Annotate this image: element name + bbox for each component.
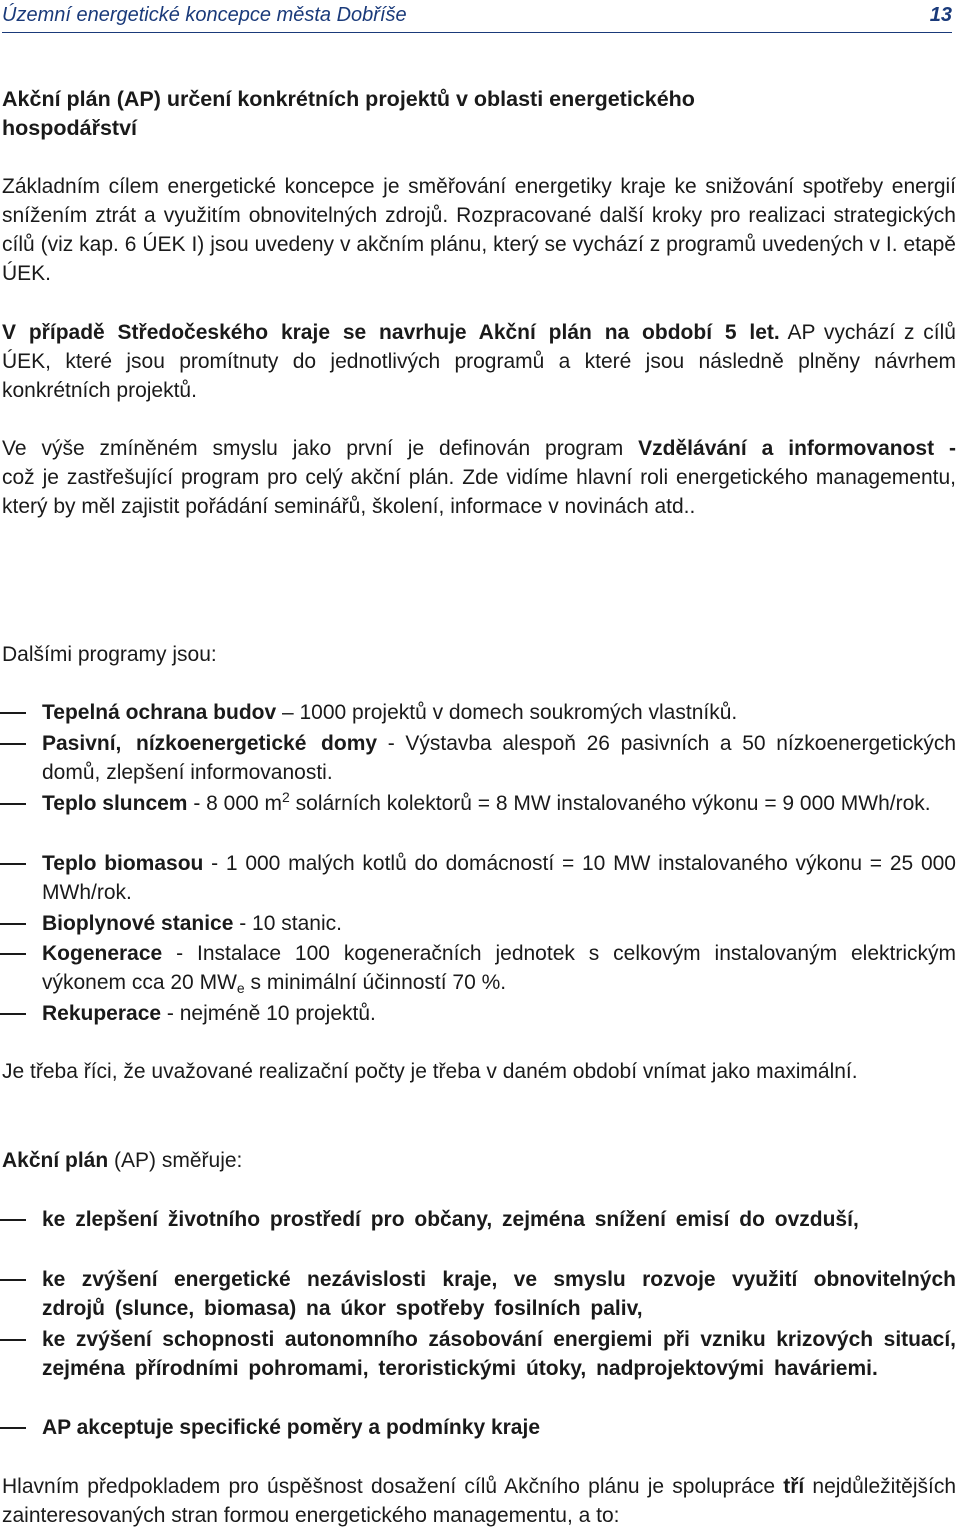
dash-bullet-icon — [0, 803, 26, 805]
program-desc: - nejméně 10 projektů. — [161, 1002, 376, 1025]
program-desc: - Instalace 100 kogeneračních jednotek s celkovým instalovaným elektrickým výkonem cca 20 MW — [42, 942, 956, 994]
maximal-note: Je třeba říci, že uvažované realizační počty je třeba v daném období vnímat jako maximální. — [2, 1060, 858, 1083]
program-name: Pasivní, nízkoenergetické domy — [42, 732, 378, 755]
dash-bullet-icon — [0, 1219, 26, 1221]
ap-aims-rest: (AP) směřuje: — [108, 1149, 243, 1172]
dash-bullet-icon — [0, 1339, 26, 1341]
program-desc: - 10 stanic. — [233, 912, 342, 935]
aim-text: ke zvýšení schopnosti autonomního zásobování energiemi při vzniku krizových situací, zejména přírodními pohromami, teroristickými útoky, nadprojektovými haváriemi. — [42, 1328, 956, 1380]
dash-bullet-icon — [0, 863, 26, 865]
dash-bullet-icon — [0, 1427, 26, 1429]
superscript: 2 — [282, 789, 290, 805]
dash-bullet-icon — [0, 1013, 26, 1015]
subscript: e — [236, 980, 245, 996]
program-intro-normal: Ve výše zmíněném smyslu jako první je definován program — [2, 437, 639, 460]
page-number: 13 — [929, 4, 952, 26]
ap-period-bold: V případě Středočeského kraje se navrhuje Akční plán na období 5 let. — [2, 321, 780, 344]
program-desc: - 8 000 m — [187, 792, 283, 815]
aim-text: ke zlepšení životního prostředí pro občany, zejména snížení emisí do ovzduší, — [42, 1208, 859, 1231]
closing-bold: tří — [783, 1475, 805, 1498]
ap-aims-bold: Akční plán — [2, 1149, 109, 1172]
page-header — [2, 0, 952, 33]
program-desc: – 1000 projektů v domech soukromých vlastníků. — [276, 701, 738, 724]
ap-aims-label — [2, 1146, 956, 1175]
dash-bullet-icon — [0, 1279, 26, 1281]
program-name: Tepelná ochrana budov — [42, 701, 277, 724]
program-name: Rekuperace — [42, 1002, 162, 1025]
program-name: Kogenerace — [42, 942, 163, 965]
program-intro-bold: Vzdělávání a informovanost - — [638, 437, 956, 460]
dash-bullet-icon — [0, 923, 26, 925]
ap-period-paragraph — [2, 318, 956, 405]
aim-text: ke zvýšení energetické nezávislosti kraje, ve smyslu rozvoje využití obnovitelných zdrojů (slunce, biomasa) na úkor spotřeby fosilních paliv, — [42, 1268, 956, 1320]
dash-bullet-icon — [0, 743, 26, 745]
program-desc: s minimální účinností 70 %. — [244, 971, 507, 994]
program-intro-paragraph — [2, 434, 956, 521]
closing-text: Hlavním předpokladem pro úspěšnost dosažení cílů Akčního plánu je spolupráce — [2, 1475, 784, 1498]
intro-paragraph: Základním cílem energetické koncepce je směřování energetiky kraje ke snižování spotřeby energií snížením ztrát a využitím obnovitelných zdrojů. Rozpracované další kroky pro realizaci strategických cílů (viz kap. 6 ÚEK I) jsou uvedeny v akčním plánu, který se vychází z programů uvedených v I. etapě ÚEK. — [2, 175, 956, 285]
closing-paragraph — [2, 1472, 956, 1530]
program-desc: - Výstavba alespoň 26 pasivních a 50 nízkoenergetických domů, zlepšení informovanosti. — [42, 732, 957, 784]
ap-period-rest: AP vychází z cílů ÚEK, které jsou promítnuty do jednotlivých programů a které jsou následně plněny návrhem konkrétních projektů. — [2, 321, 956, 402]
document-title: Územní energetické koncepce města Dobříše — [2, 4, 407, 26]
dash-bullet-icon — [0, 712, 26, 714]
program-name: Teplo sluncem — [42, 792, 188, 815]
program-desc: solárních kolektorů = 8 MW instalovaného výkonu = 9 000 MWh/rok. — [289, 792, 931, 815]
program-intro-line2: což je zastřešující program pro celý akční plán. Zde vidíme hlavní roli energetického managementu, který by měl zajistit pořádání seminářů, školení, informace v novinách atd.. — [2, 466, 956, 518]
program-desc: - 1 000 malých kotlů do domácností = 10 MW instalovaného výkonu = 25 000 MWh/rok. — [42, 852, 956, 904]
section-heading: Akční plán (AP) určení konkrétních projektů v oblasti energetického hospodářství — [2, 87, 695, 140]
program-intro-line1 — [2, 434, 956, 463]
closing-text: nejdůležitějších zainteresovaných stran formou energetického managementu, a to: — [2, 1475, 956, 1527]
aim-text: AP akceptuje specifické poměry a podmínky kraje — [42, 1416, 541, 1439]
program-name: Teplo biomasou — [42, 852, 204, 875]
other-programs-label: Dalšími programy jsou: — [2, 643, 217, 666]
program-name: Bioplynové stanice — [42, 912, 234, 935]
dash-bullet-icon — [0, 953, 26, 955]
